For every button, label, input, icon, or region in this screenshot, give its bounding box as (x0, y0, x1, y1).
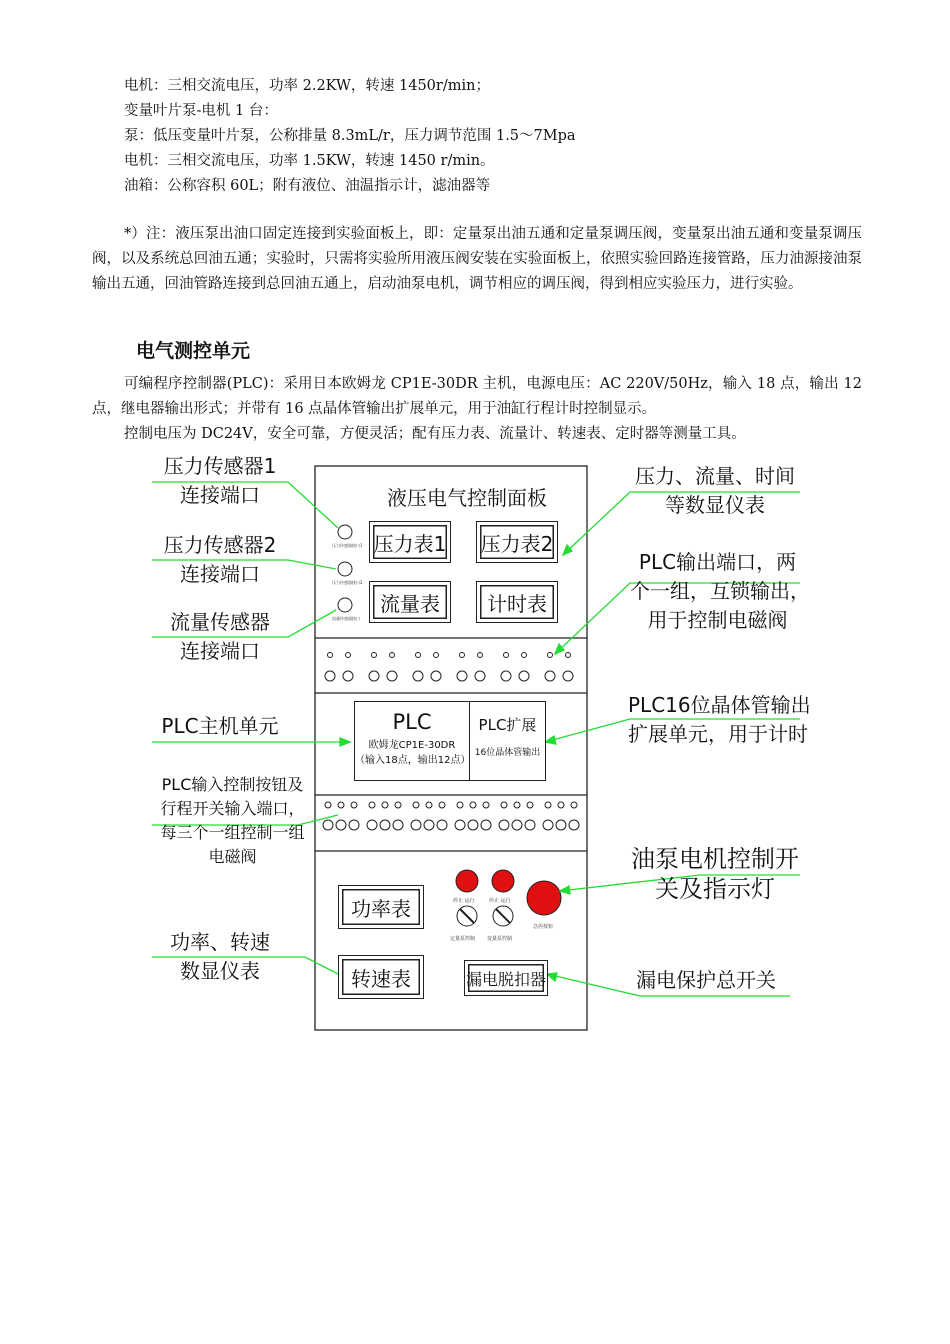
plc-input-port (525, 820, 535, 830)
plc-input-port (569, 820, 579, 830)
plc-input-port (558, 802, 564, 808)
plc-input-port (455, 820, 465, 830)
plc-model: 欧姆龙CP1E-30DR (368, 740, 456, 751)
control-panel-diagram (0, 455, 950, 1045)
spec-line-2: 变量叶片泵-电机 1 台： (124, 103, 278, 119)
plc-input-port (424, 820, 434, 830)
emergency-stop-button (527, 881, 561, 915)
plc-input-port (468, 820, 478, 830)
plc-input-port (481, 820, 491, 830)
plc-output-port (545, 671, 555, 681)
svg-text:停止 运行: 停止 运行 (453, 898, 475, 904)
plc-output-port (346, 653, 351, 658)
plc-output-port (519, 671, 529, 681)
flow-meter: 流量表 (369, 581, 451, 623)
plc-output-port (390, 653, 395, 658)
plc-input-port (543, 820, 553, 830)
spec-line-3: 泵：低压变量叶片泵，公称排量 8.3mL/r，压力调节范围 1.5～7Mpa (124, 128, 576, 144)
plc-input-port (514, 802, 520, 808)
plc-input-port (545, 802, 551, 808)
plc-unit (354, 701, 546, 781)
plc-output-port (372, 653, 377, 658)
pump1-indicator-lamp (456, 870, 478, 892)
svg-text:流量传感器接口: 流量传感器接口 (332, 616, 360, 621)
plc-ext-title: PLC扩展 (478, 716, 537, 734)
plc-output-port (387, 671, 397, 681)
svg-text:定量泵控制: 定量泵控制 (450, 936, 476, 942)
pressure-gauge-1: 压力表1 (369, 521, 451, 563)
plc-input-port (382, 802, 388, 808)
plc-input-port (325, 802, 331, 808)
plc-output-port (413, 671, 423, 681)
plc-io: （输入18点，输出12点） (355, 755, 471, 766)
plc-output-port (434, 653, 439, 658)
callout-pump-control: 油泵电机控制开 关及指示灯 (631, 845, 799, 903)
speed-meter: 转速表 (338, 955, 424, 999)
sensor-port-1 (338, 525, 352, 539)
svg-text:急停按钮: 急停按钮 (533, 924, 554, 930)
svg-text:压力传感器接口2: 压力传感器接口2 (332, 580, 363, 585)
plc-input-ports (323, 802, 579, 830)
plc-output-port (325, 671, 335, 681)
plc-input-port (571, 802, 577, 808)
voltage-paragraph: 控制电压为 DC24V，安全可靠，方便灵活；配有压力表、流量计、转速表、定时器等测量工具。 (124, 426, 746, 442)
callout-pressure-sensor-1: 压力传感器1 连接端口 (163, 454, 277, 507)
plc-output-port (343, 671, 353, 681)
pump2-indicator-lamp (492, 870, 514, 892)
plc-output-port (548, 653, 553, 658)
plc-input-port (470, 802, 476, 808)
plc-input-port (369, 802, 375, 808)
sensor-port-2 (338, 562, 352, 576)
plc-input-port (499, 820, 509, 830)
svg-text:压力传感器接口1: 压力传感器接口1 (332, 543, 363, 548)
pump2-selector-switch (493, 906, 513, 926)
plc-input-port (336, 820, 346, 830)
note-paragraph: *）注：液压泵出油口固定连接到实验面板上，即：定量泵出油五通和定量泵调压阀，变量泵出油五通和变量泵调压阀，以及系统总回油五通；实验时，只需将实验所用液压阀安装在实验面板上，依照实验回路连接管路，压力油源接油泵输出五通，回油管路连接到总回油五通上，启动油泵电机，调节相应的调压阀，得到相应实验压力，进行实验。 (92, 226, 862, 292)
plc-output-port (475, 671, 485, 681)
callout-plc-main: PLC主机单元 (161, 714, 279, 738)
plc-output-port (431, 671, 441, 681)
callout-digital-meters: 压力、流量、时间 等数显仪表 (635, 464, 795, 517)
callout-leakage-switch: 漏电保护总开关 (636, 968, 776, 992)
plc-output-port (416, 653, 421, 658)
plc-input-port (501, 802, 507, 808)
sensor-port-3 (338, 598, 352, 612)
plc-output-port (460, 653, 465, 658)
timer-display: 计时表 (476, 581, 558, 623)
plc-input-port (349, 820, 359, 830)
section-heading: 电气测控单元 (136, 340, 251, 362)
plc-output-port (563, 671, 573, 681)
plc-input-port (338, 802, 344, 808)
spec-line-1: 电机：三相交流电压，功率 2.2KW，转速 1450r/min； (124, 78, 490, 94)
plc-input-port (426, 802, 432, 808)
plc-output-port (457, 671, 467, 681)
plc-output-port (522, 653, 527, 658)
plc-output-port (478, 653, 483, 658)
plc-input-port (411, 820, 421, 830)
plc-input-port (457, 802, 463, 808)
plc-paragraph: 可编程序控制器(PLC)：采用日本欧姆龙 CP1E-30DR 主机，电源电压：AC 220V/50Hz，输入 18 点，输出 12 点，继电器输出形式；并带有 16 点晶体管输出扩展单元，用于油缸行程计时控制显示。 (92, 376, 862, 417)
callout-pressure-sensor-2: 压力传感器2 连接端口 (163, 533, 277, 586)
plc-input-port (395, 802, 401, 808)
plc-input-port (437, 820, 447, 830)
plc-input-port (323, 820, 333, 830)
callout-plc-extension: PLC16位晶体管输出 扩展单元，用于计时 (628, 693, 811, 746)
spec-line-5: 油箱：公称容积 60L；附有液位、油温指示计，滤油器等 (124, 178, 491, 194)
plc-output-port (328, 653, 333, 658)
plc-output-port (369, 671, 379, 681)
callout-plc-inputs: PLC输入控制按钮及 行程开关输入端口， 每三个一组控制一组 电磁阀 (160, 775, 305, 866)
plc-input-port (527, 802, 533, 808)
plc-title: PLC (392, 710, 432, 734)
plc-input-port (380, 820, 390, 830)
callout-flow-sensor: 流量传感器 连接端口 (170, 610, 270, 663)
callout-plc-outputs: PLC输出端口，两 个一组，互锁输出， 用于控制电磁阀 (630, 550, 810, 632)
plc-input-port (483, 802, 489, 808)
svg-text:变量泵控制: 变量泵控制 (487, 936, 513, 942)
svg-text:停止 运行: 停止 运行 (489, 898, 511, 904)
callout-power-speed: 功率、转速 数显仪表 (170, 930, 270, 983)
plc-output-port (566, 653, 571, 658)
plc-input-port (413, 802, 419, 808)
plc-output-port (501, 671, 511, 681)
plc-input-port (439, 802, 445, 808)
plc-input-port (367, 820, 377, 830)
plc-output-ports (325, 653, 573, 682)
plc-input-port (351, 802, 357, 808)
power-meter: 功率表 (338, 885, 424, 929)
pressure-gauge-2: 压力表2 (476, 521, 558, 563)
spec-line-4: 电机：三相交流电压，功率 1.5KW，转速 1450 r/min。 (124, 153, 495, 169)
plc-input-port (556, 820, 566, 830)
leakage-breaker: 漏电脱扣器 (464, 960, 548, 996)
plc-ext-desc: 16位晶体管输出 (474, 748, 541, 758)
panel-title: 液压电气控制面板 (387, 486, 547, 510)
pump1-selector-switch (457, 906, 477, 926)
plc-output-port (504, 653, 509, 658)
plc-input-port (393, 820, 403, 830)
plc-input-port (512, 820, 522, 830)
